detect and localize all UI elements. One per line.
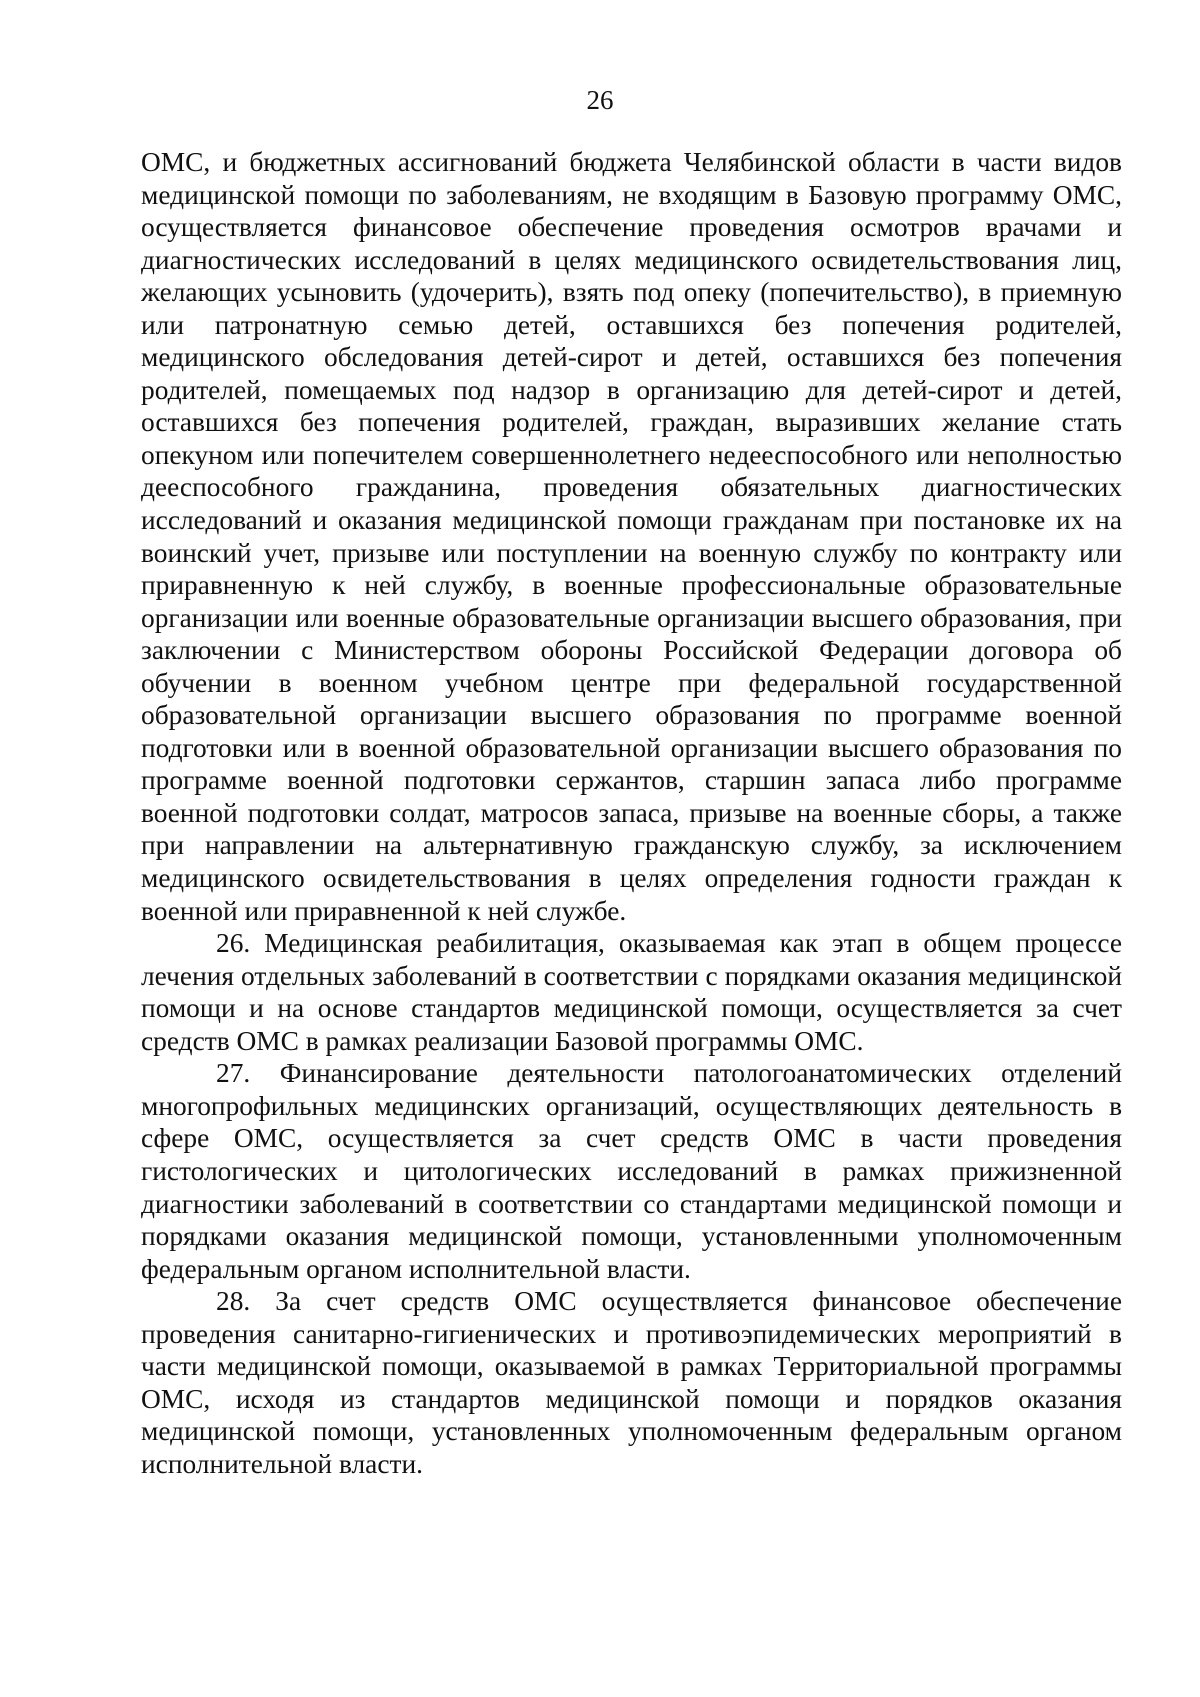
paragraph-text: Медицинская реабилитация, оказываемая как этап в общем процессе лечения отдельных заболеваний в соответствии с порядками оказания медицинской помощи и на основе стандартов медицинской помощи, осуществляется за счет средств ОМС в рамках реализации Базовой программы ОМС. xyxy=(141,928,1122,1056)
paragraph-text: ОМС, и бюджетных ассигнований бюджета Челябинской области в части видов медицинской помощи по заболеваниям, не входящим в Базовую программу ОМС, осуществляется финансовое обеспечение проведения осмотров врачами и диагностических исследований в целях медицинского освидетельствования лиц, желающих усыновить (удочерить), взять под опеку (попечительство), в приемную или патронатную семью детей, оставшихся без попечения родителей, медицинского обследования детей-сирот и детей, оставшихся без попечения родителей, помещаемых под надзор в организацию для детей-сирот и детей, оставшихся без попечения родителей, граждан, выразивших желание стать опекуном или попечителем совершеннолетнего недееспособного или неполностью дееспособного гражданина, проведения обязательных диагностических исследований и оказания медицинской помощи гражданам при постановке их на воинский учет, призыве или поступлении на военную службу по контракту или приравненную к ней службу, в военные профессиональные образовательные организации или военные образовательные организации высшего образования, при заключении с Министерством обороны Российской Федерации договора об обучении в военном учебном центре при федеральной государственной образовательной организации высшего образования по программе военной подготовки или в военной образовательной организации высшего образования по программе военной подготовки сержантов, старшин запаса либо программе военной подготовки солдат, матросов запаса, призыве на военные сборы, а также при направлении на альтернативную гражданскую службу, за исключением медицинского освидетельствования в целях определения годности граждан к военной или приравненной к ней службе. xyxy=(141,147,1122,926)
paragraph-text: Финансирование деятельности патологоанатомических отделений многопрофильных медицинских организаций, осуществляющих деятельность в сфере ОМС, осуществляется за счет средств ОМС в части проведения гистологических и цитологических исследований в рамках прижизненной диагностики заболеваний в соответствии со стандартами медицинской помощи и порядками оказания медицинской помощи, установленными уполномоченным федеральным органом исполнительной власти. xyxy=(141,1058,1122,1284)
paragraph-number: 26. xyxy=(216,928,251,959)
paragraph-number: 27. xyxy=(216,1058,251,1089)
paragraph-continuation xyxy=(141,146,1122,927)
paragraph-27 xyxy=(141,1057,1122,1285)
paragraph-text: За счет средств ОМС осуществляется финансовое обеспечение проведения санитарно-гигиенических и противоэпидемических мероприятий в части медицинской помощи, оказываемой в рамках Территориальной программы ОМС, исходя из стандартов медицинской помощи и порядков оказания медицинской помощи, установленных уполномоченным федеральным органом исполнительной власти. xyxy=(141,1286,1122,1479)
paragraph-26 xyxy=(141,927,1122,1057)
paragraph-28 xyxy=(141,1285,1122,1480)
document-body xyxy=(141,146,1122,1480)
paragraph-number: 28. xyxy=(216,1286,251,1317)
page-number: 26 xyxy=(586,85,614,115)
